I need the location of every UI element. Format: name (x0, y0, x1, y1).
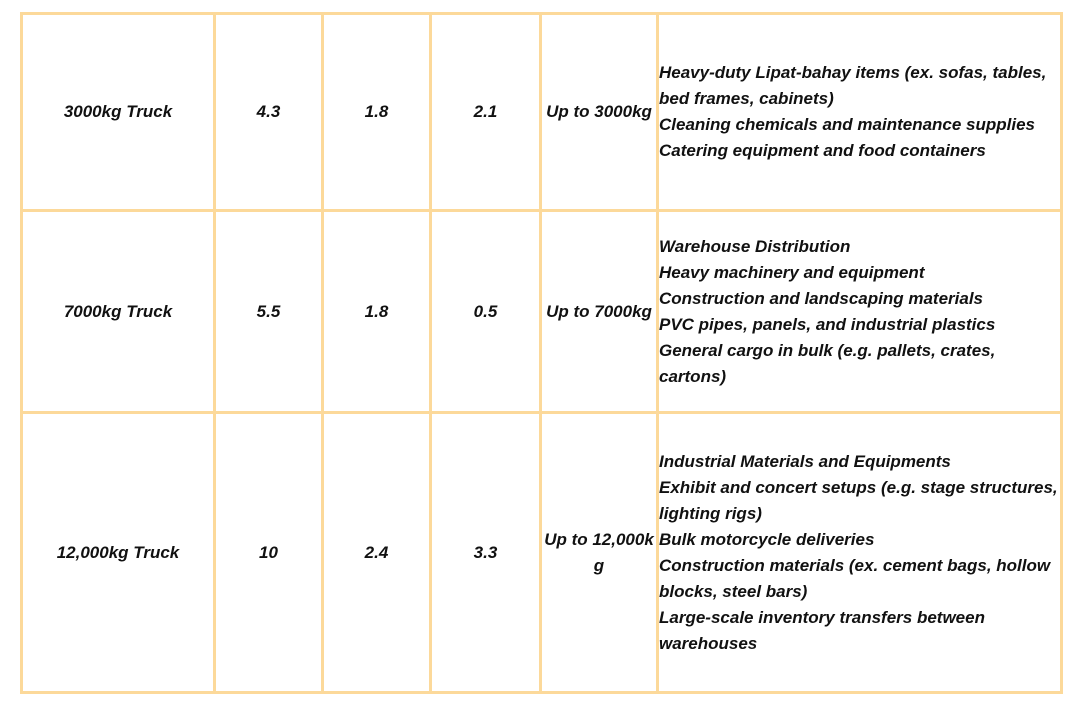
use-item: Cleaning chemicals and maintenance supplies (659, 115, 1036, 134)
height-cell: 2.1 (431, 14, 541, 211)
length-cell: 5.5 (215, 211, 323, 413)
use-item: Exhibit and concert setups (e.g. stage structures, lighting rigs) (659, 477, 1058, 523)
truck-specs-table (20, 12, 1063, 694)
table-row (22, 14, 1062, 211)
use-item: Bulk motorcycle deliveries (659, 529, 875, 549)
truck-type-cell: 7000kg Truck (22, 211, 215, 413)
height-cell: 0.5 (431, 211, 541, 413)
use-item: Industrial Materials and Equipments (659, 451, 951, 471)
use-item: Catering equipment and food containers (659, 141, 986, 160)
use-item: Heavy-duty Lipat-bahay items (ex. sofas, tables, bed frames, cabinets) (659, 63, 1047, 108)
width-cell: 2.4 (323, 413, 431, 693)
uses-cell (658, 413, 1062, 693)
use-item: PVC pipes, panels, and industrial plastics (659, 314, 996, 334)
capacity-cell: Up to 7000kg (541, 211, 658, 413)
height-cell: 3.3 (431, 413, 541, 693)
length-cell: 10 (215, 413, 323, 693)
use-item: General cargo in bulk (e.g. pallets, crates, cartons) (659, 340, 996, 386)
table-row (22, 211, 1062, 413)
uses-cell (658, 14, 1062, 211)
truck-type-cell: 12,000kg Truck (22, 413, 215, 693)
capacity-cell: Up to 3000kg (541, 14, 658, 211)
uses-cell (658, 211, 1062, 413)
capacity-cell: Up to 12,000kg (541, 413, 658, 693)
width-cell: 1.8 (323, 211, 431, 413)
use-item: Warehouse Distribution (659, 236, 851, 256)
truck-type-cell: 3000kg Truck (22, 14, 215, 211)
length-cell: 4.3 (215, 14, 323, 211)
use-item: Construction materials (ex. cement bags, hollow blocks, steel bars) (659, 555, 1051, 601)
use-item: Large-scale inventory transfers between warehouses (659, 607, 985, 653)
use-item: Construction and landscaping materials (659, 288, 984, 308)
table-row (22, 413, 1062, 693)
use-item: Heavy machinery and equipment (659, 262, 925, 282)
width-cell: 1.8 (323, 14, 431, 211)
